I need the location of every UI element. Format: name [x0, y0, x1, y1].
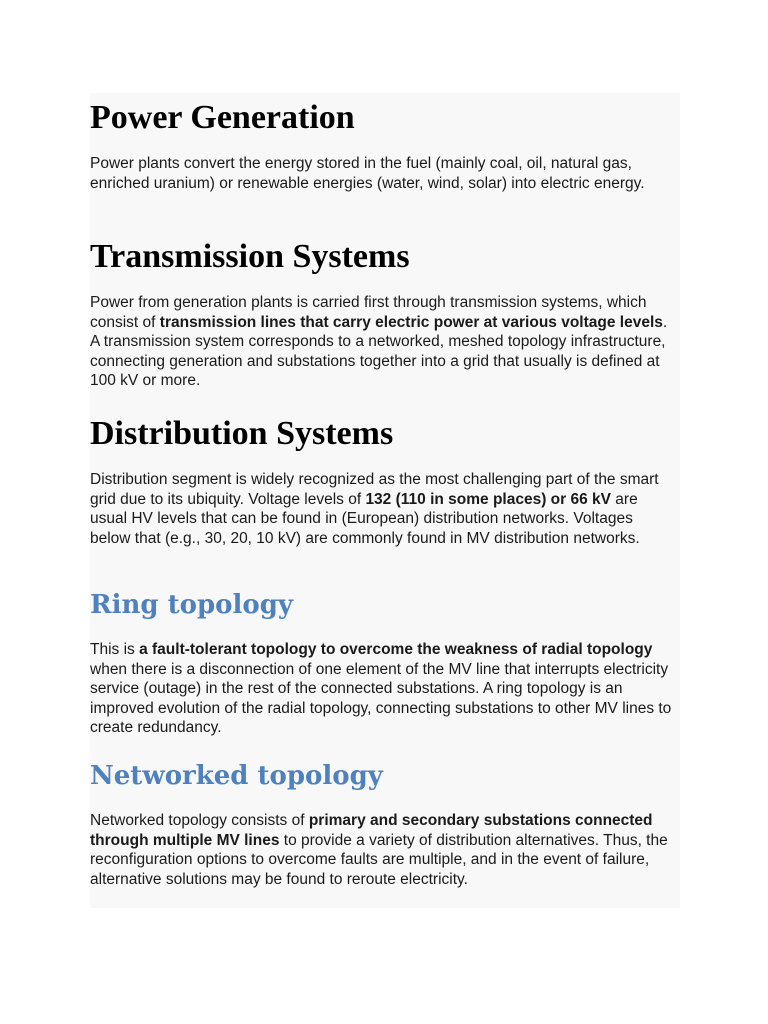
heading-distribution-systems: Distribution Systems — [90, 415, 394, 452]
paragraph-transmission-systems — [90, 293, 676, 391]
text-span: This is — [90, 641, 140, 658]
heading-power-generation: Power Generation — [90, 99, 355, 136]
document-page — [90, 93, 680, 908]
heading-transmission-systems: Transmission Systems — [90, 238, 410, 275]
paragraph-networked-topology — [90, 811, 676, 889]
text-span: to provide a variety of distribution alternatives. Thus, the reconfiguration options to overcome faults are multiple, and in the event of failure, alternative solutions may be found to reroute electricity. — [90, 831, 668, 888]
heading-networked-topology: Networked topology — [90, 761, 383, 791]
text-span: . A transmission system corresponds to a networked, meshed topology infrastructure, connecting generation and substations together into a grid that usually is defined at 100 kV or more. — [90, 313, 668, 389]
text-span: Power from generation plants is carried first through transmission systems, which consist of — [90, 294, 647, 331]
text-span: when there is a disconnection of one element of the MV line that interrupts electricity service (outage) in the rest of the connected substations. A ring topology is an improved evolution of the radial topology, connecting substations to other MV lines to create redundancy. — [90, 660, 672, 736]
text-span: Networked topology consists of — [90, 812, 309, 829]
bold-span: 132 (110 in some places) or 66 kV — [365, 490, 611, 508]
bold-span: a fault-tolerant topology to overcome the weakness of radial topology — [139, 641, 653, 658]
paragraph-distribution-systems — [90, 470, 676, 548]
paragraph-ring-topology — [90, 640, 676, 738]
text-span: are usual HV levels that can be found in (European) distribution networks. Voltages below that (e.g., 30, 20, 10 kV) are commonly found in MV distribution networks. — [90, 490, 640, 547]
bold-span: primary and secondary substations connected through multiple MV lines — [90, 812, 653, 849]
text-span: Distribution segment is widely recognized as the most challenging part of the smart grid due to its ubiquity. Voltage levels of — [90, 471, 659, 508]
bold-span: transmission lines that carry electric power at various voltage levels — [159, 313, 663, 331]
paragraph-power-generation: Power plants convert the energy stored in the fuel (mainly coal, oil, natural gas, enriched uranium) or renewable energies (water, wind, solar) into electric energy. — [90, 155, 645, 192]
heading-ring-topology: Ring topology — [90, 590, 293, 620]
